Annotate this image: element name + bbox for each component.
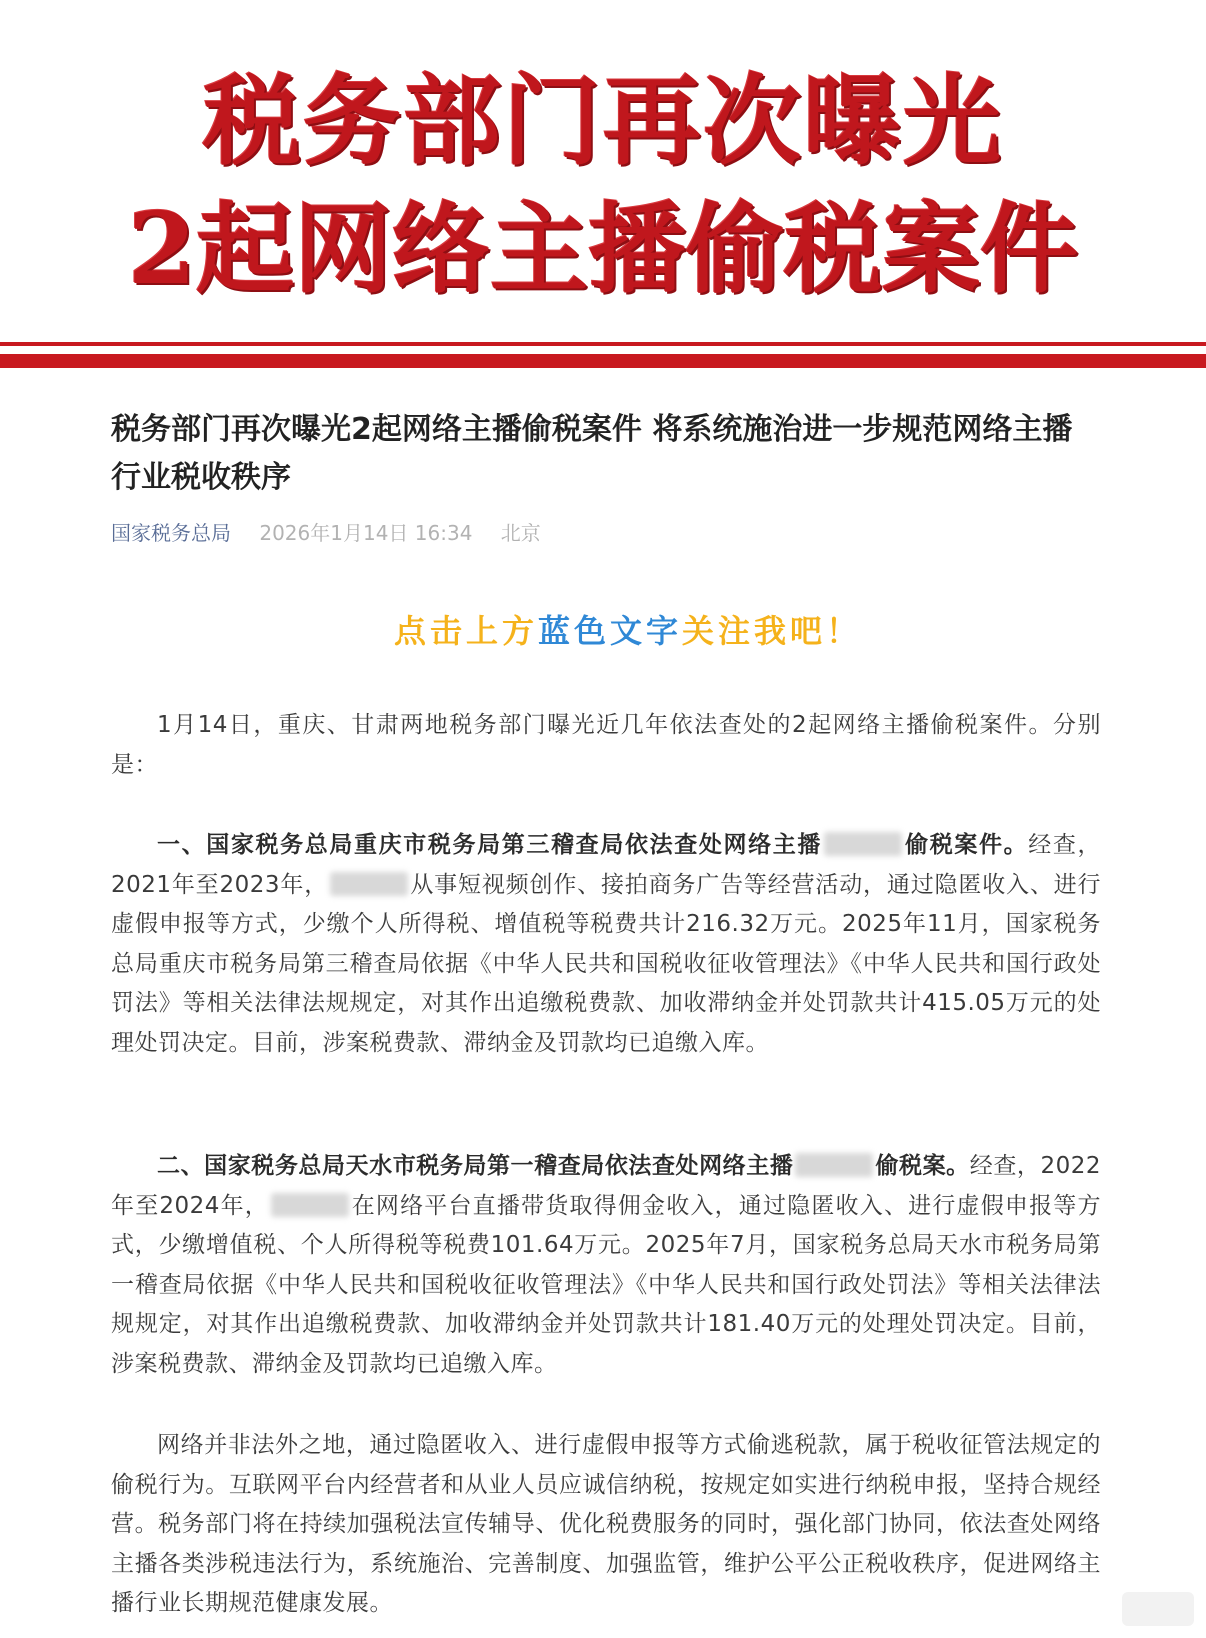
redacted-name <box>824 832 902 856</box>
paragraph-intro: 1月14日，重庆、甘肃两地税务部门曝光近几年依法查处的2起网络主播偷税案件。分别是： <box>111 712 1101 778</box>
watermark-logo <box>1122 1592 1194 1626</box>
case-two-text-a: 经查，2022年至2024年， <box>111 1153 1102 1219</box>
article-title: 税务部门再次曝光2起网络主播偷税案件 将系统施治进一步规范网络主播行业税收秩序 <box>111 412 1073 495</box>
banner-headline-line1: 税务部门再次曝光 <box>202 64 1003 179</box>
article-meta <box>111 518 541 548</box>
publish-location: 北京 <box>500 521 541 545</box>
banner-divider-thin <box>0 342 1206 346</box>
follow-hint-banner <box>0 606 1206 656</box>
case-two-heading: 二、国家税务总局天水市税务局第一稽查局依法查处网络主播 <box>157 1153 794 1179</box>
redacted-name <box>271 1193 349 1217</box>
publish-date: 2026年1月14日 16:34 <box>259 521 473 545</box>
follow-hint-text-3: 关注我吧！ <box>682 612 863 650</box>
banner-headline-line2: 2起网络主播偷税案件 <box>127 192 1079 307</box>
redacted-name <box>330 872 408 896</box>
redacted-name <box>795 1153 873 1177</box>
banner-divider-thick <box>0 354 1206 368</box>
case-one-text-b: 从事短视频创作、接拍商务广告等经营活动，通过隐匿收入、进行虚假申报等方式，少缴个人所得税、增值税等税费共计216.32万元。2025年11月，国家税务总局重庆市税务局第三稽查局依据《中华人民共和国税收征收管理法》《中华人民共和国行政处罚法》等相关法律法规规定，对其作出追缴税费款、加收滞纳金并处罚款共计415.05万元的处理处罚决定。目前，涉案税费款、滞纳金及罚款均已追缴入库。 <box>111 871 1101 1056</box>
paragraph-case-one <box>111 826 1101 1063</box>
case-one-heading: 一、国家税务总局重庆市税务局第三稽查局依法查处网络主播 <box>157 832 822 858</box>
paragraph-case-two <box>111 1147 1101 1384</box>
case-two-text-b: 在网络平台直播带货取得佣金收入，通过隐匿收入、进行虚假申报等方式，少缴增值税、个人所得税等税费101.64万元。2025年7月，国家税务总局天水市税务局第一稽查局依据《中华人民共和国税收征收管理法》《中华人民共和国行政处罚法》等相关法律法规规定，对其作出追缴税费款、加收滞纳金并处罚款共计181.40万元的处理处罚决定。目前，涉案税费款、滞纳金及罚款均已追缴入库。 <box>111 1192 1101 1377</box>
follow-hint-text-2: 蓝色文字 <box>537 612 682 650</box>
case-one-heading-end: 偷税案件。 <box>903 832 1029 858</box>
follow-hint-text-1: 点击上方 <box>393 612 538 650</box>
paragraph-conclusion: 网络并非法外之地，通过隐匿收入、进行虚假申报等方式偷逃税款，属于税收征管法规定的偷税行为。互联网平台内经营者和从业人员应诚信纳税，按规定如实进行纳税申报，坚持合规经营。税务部门将在持续加强税法宣传辅导、优化税费服务的同时，强化部门协同，依法查处网络主播各类涉税违法行为，系统施治、完善制度、加强监管，维护公平公正税收秩序，促进网络主播行业长期规范健康发展。 <box>111 1432 1101 1616</box>
account-name-link[interactable]: 国家税务总局 <box>111 521 231 545</box>
case-one-text-a: 经查，2021年至2023年， <box>111 832 1102 898</box>
headline-banner <box>0 0 1206 340</box>
case-two-heading-end: 偷税案。 <box>875 1153 970 1179</box>
